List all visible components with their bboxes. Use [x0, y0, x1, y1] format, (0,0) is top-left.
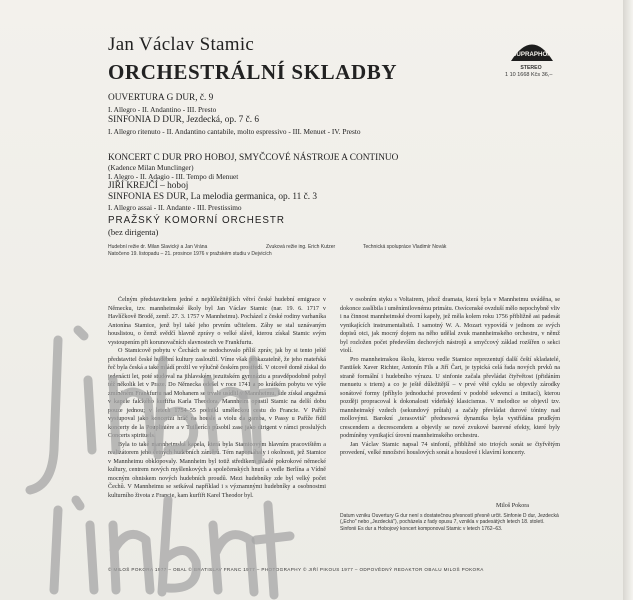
work-1-movements: I. Allegro - II. Andantino - III. Presto	[108, 105, 217, 114]
orchestra-name: PRAŽSKÝ KOMORNÍ ORCHESTR	[108, 215, 285, 226]
supraphon-logo	[507, 34, 557, 64]
notes-author: Miloš Pokora	[496, 503, 530, 509]
copyright-footer: © MILOŠ POKORA 1977 – OBAL © BRATISLAV FRANC 1977 – PHOTOGRAPHY © JIŘÍ PIKOUS 1977 – ODPOVĚDNÝ REDAKTOR OBALU MILOŠ POKORA	[108, 567, 484, 572]
liner-notes-right	[340, 296, 560, 506]
work-4-movements: I. Allegro assai - II. Andante - III. Prestissimo	[108, 203, 242, 212]
music-direction: Hudební režie dr. Milan Slavický a Jan Vrána	[108, 244, 208, 250]
liner-notes-left	[108, 296, 326, 568]
notes-paragraph: Jan Václav Stamic napsal 74 sinfonií, přibližně sto trioých sonát se čtyřvětým provedení, velké množství houslových sonát a houslové i klavírní koncerty.	[340, 441, 560, 456]
footnote: Datum vzniku Ouvertury G dur není s dostatečnou přesností přesně určit. Sinfonie D dur, Jezdecká („Echo" nebo „Jezdecká"), pocházela z řady opusu 7, vznikla v padesátých letech 18. století. Sinfonii Es dur a Hobojový koncert komponoval Stamic v letech 1762–63.	[340, 513, 559, 532]
stereo-label: STEREO	[520, 65, 542, 71]
work-2-movements: I. Allegro ritenuto - II. Andantino cantabile, molto espressivo - III. Menuet - IV. Presto	[108, 127, 361, 136]
logo-text: SUPRAPHON	[512, 51, 552, 58]
conductor-note: (bez dirigenta)	[108, 227, 159, 237]
technical-cooperation: Technická spolupráce Vladimír Novák	[363, 244, 447, 250]
work-2-title: SINFONIA D DUR, Jezdecká, op. 7 č. 6	[108, 115, 260, 125]
supraphon-logo-icon	[507, 34, 557, 64]
composer-name: Jan Václav Stamic	[108, 34, 255, 55]
cover-edge	[623, 0, 633, 600]
notes-paragraph: Pro mannheimskou školu, kterou vedle Stamice reprezentují další čeští skladatelé, Fantišek Xaver Richter, Antonín Fils a Jiří Čart, je typická celá řada nových prvků na straně formální i hudebního výrazu. U sinfonie začala převládat čtyřvětost (přidáním menuetu s triem) a co je ještě důležitější – v prvé větě cyklu se objevily zárodky sonátové formy (příhylo jednoduché provedení v podobě sekvencí a imitací), kterou později propracoval k dokonalosti vídeňský klasicismus. V melodice se objevil tzv. mannheimský vzdech (sekundový průtah) a začaly převládat durové tóniny nad mollovými. Barokní „terasovitá" přednesová dynamika byla vystřídána prudkým crescendem a decrescendem a objevily se nové zvukové barevné efekty, které byly podmíněny vynikající úrovní mannheimského orchestru.	[340, 356, 560, 439]
work-1-title: OUVERTURA G DUR, č. 9	[108, 93, 214, 103]
sound-direction: Zvuková režie ing. Erich Kutzer	[266, 244, 336, 250]
notes-paragraph: v osobním styku s Voltairem, jehož dramata, která byla v Mannheimu uváděna, se dokonce zaslíbila i uměnímilovnému primátu. Osvícenské ovzduší mělo nepochybně vliv i na činnost mannheimské dvorní kapely, jež měla kolem roku 1756 přibližně asi padesát vynikajících instrumentalistů. I samotný W. A. Mozart vypovídá v jednom ze svých dopisů otci, jak mocný dojem na něho udělal zvuk mannheimského orchestru, v němž byl rozložen počet především dechových nástrojů a smyčcový základ rozšířen o sekci violí.	[340, 297, 560, 354]
catalog-number: 1 10 1668 Kčs 36,–	[505, 72, 553, 78]
recording-credits	[108, 244, 272, 257]
notes-paragraph: Byla to také mannheimská kapela, která byla Stamicovým hlavním pracovištěm a realizátorem jeho četných hudebních záměrů. Tém napomáhaly i okolnosti, jež Stamice v Mannheimu obklopovaly. Mannheim byl totiž středikem mladé pokrokové německé kultury, centrem nových myšlenkových a společenských hnutí a vedle Berlína a Vídně mocným ohniskem nových hudebních proudů. Mezi hudebníky zde byl velký počet Čechů. V Mannheimu se setkával například i s významnými hudebníky a osobnostmi kulturního života z Francie, kam kurfiřt Karel Theodor byl.	[108, 441, 326, 499]
work-3-movements: I. Alegro - II. Adagio - III. Tempo di Menuet	[108, 172, 239, 181]
notes-paragraph: O Stamicově pobytu v Čechách se nedochovalo příliš zpráv, jak by si tento ještě představitel české hudební kultury zasloužil. Víme však prokazatelně, že jeho mateřská řeč byla česká a také mládí prožil ve výlučně českém prostředí. V otcově domě získal do jedenácti let, poté studoval na jihlavském jezuitském gymnáziu a pravděpodobně pobyl též několik let v Praze. Do Německa odešel v roce 1741 a po krátkém pobytu ve výše zmíněném Frankfurtu nad Mohanem se trvale usídlil v Mannheimu, kde získal angažmá v kapele falckého kurfiřta Karla Theodora. Mannheim opustil Stamic na delší dobu pouze jednou; v letech 1754–55 podnikl uměleckou cestu do Francie. V Paříži vystupoval jako koncertní hráč na housle a violu da gamba, v Passy u Paříže řídil koncerty de la Pouplinière a v Tuillerích působil zase jako dirigent v rámci proslulých Concerts spirituels.	[108, 348, 326, 439]
work-3-title: KONCERT C DUR PRO HOBOJ, SMYČCOVÉ NÁSTROJE A CONTINUO	[108, 153, 399, 163]
notes-paragraph: Čelným představitelem jedné z nejdůležitějších větví české hudební emigrace v Německu, tzv. mannheimské školy byl Jan Václav Stamic (nar. 19. 6. 1717 v Havlíčkově Brodě, zemř. 27. 3. 1757 v Mannheimu). Pocházel z české rodiny varhaníka Antonína Stamice, jenž byl také jeho prvním učitelem. Záhy se stal uznávaným houslistou, o čemž svědčí hlavně zprávy o velké slávě, kterou získal Stamic svým vystoupením při korunovačních slavnostech ve Frankfurtu.	[108, 297, 326, 346]
work-4-title: SINFONIA ES DUR, La melodia germanica, op. 11 č. 3	[108, 192, 318, 202]
album-title: ORCHESTRÁLNÍ SKLADBY	[108, 60, 398, 84]
work-3-cadenza: (Kadence Milan Munclinger)	[108, 163, 194, 172]
recording-date: Natočeno 19. listopadu – 21. prosince 1976 v pražském studiu v Dejvicích	[108, 250, 272, 257]
soloist: JIŘÍ KREJČÍ – hoboj	[108, 181, 189, 191]
catalog-block	[505, 65, 557, 79]
